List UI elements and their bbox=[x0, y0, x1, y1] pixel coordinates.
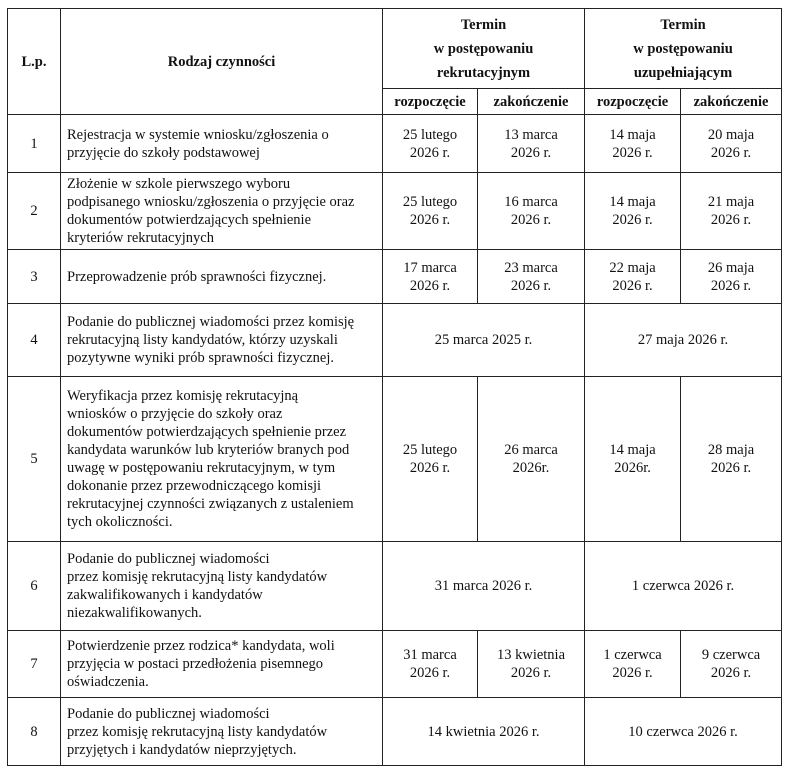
activity-cell bbox=[61, 377, 383, 542]
supplementary-start-cell bbox=[585, 377, 681, 542]
text-line: 21 maja bbox=[707, 194, 755, 210]
recruitment-date-cell: 31 marca 2026 r. bbox=[383, 542, 585, 631]
text-line: przez komisję rekrutacyjną listy kandydatów bbox=[67, 723, 328, 740]
supplementary-date-cell: 27 maja 2026 r. bbox=[585, 304, 782, 377]
text-line: 2026 r. bbox=[510, 144, 552, 161]
table-row bbox=[8, 631, 782, 698]
supplementary-end-cell bbox=[681, 250, 782, 304]
text-line: 14 maja bbox=[609, 194, 656, 210]
text-line: 2026 r. bbox=[612, 665, 653, 681]
recruitment-start-cell bbox=[383, 377, 478, 542]
activity-cell bbox=[61, 250, 383, 304]
text-line: 28 maja bbox=[707, 442, 755, 458]
header-supplementary-term bbox=[585, 9, 782, 89]
table-row bbox=[8, 250, 782, 304]
table-row bbox=[8, 542, 782, 631]
text-line: Weryfikacja przez komisję rekrutacyjną bbox=[67, 388, 299, 404]
text-line: podpisanego wniosku/zgłoszenia o przyjęcie oraz bbox=[67, 194, 355, 210]
text-line: 2026 r. bbox=[510, 212, 552, 228]
header-rec-line1: Termin bbox=[460, 16, 507, 33]
header-sup-line1: Termin bbox=[660, 16, 706, 33]
text-line: Złożenie w szkole pierwszego wyboru bbox=[67, 176, 291, 192]
header-sup-line2: w postępowaniu bbox=[633, 40, 733, 57]
header-rec-line2: w postępowaniu bbox=[433, 40, 534, 57]
supplementary-end-cell bbox=[681, 115, 782, 173]
row-number: 2 bbox=[8, 173, 61, 250]
text-line: 22 maja bbox=[609, 259, 656, 276]
header-sup-end: zakończenie bbox=[681, 89, 782, 115]
table-row bbox=[8, 173, 782, 250]
text-line: 14 maja bbox=[609, 442, 656, 458]
text-line: 20 maja bbox=[707, 126, 755, 143]
text-line: 2026 r. bbox=[409, 144, 451, 161]
text-line: 2026 r. bbox=[510, 665, 552, 681]
recruitment-end-cell bbox=[478, 631, 585, 698]
text-line: przyjęcie do szkoły podstawowej bbox=[67, 144, 260, 161]
text-line: Podanie do publicznej wiadomości bbox=[67, 705, 270, 722]
table-row bbox=[8, 377, 782, 542]
header-sup-line3: uzupełniającym bbox=[633, 64, 733, 81]
recruitment-end-cell bbox=[478, 173, 585, 250]
text-line: 2026 r. bbox=[612, 144, 653, 161]
text-line: dokumentów potwierdzających spełnienie przez bbox=[67, 424, 347, 440]
row-number: 6 bbox=[8, 542, 61, 631]
header-recruitment-term bbox=[383, 9, 585, 89]
text-line: oświadczenia. bbox=[67, 674, 149, 690]
supplementary-start-cell bbox=[585, 250, 681, 304]
supplementary-end-cell bbox=[681, 377, 782, 542]
activity-cell bbox=[61, 115, 383, 173]
supplementary-date-cell: 1 czerwca 2026 r. bbox=[585, 542, 782, 631]
text-line: rekrutacyjnej czynności związanych z ustaleniem bbox=[67, 496, 354, 512]
text-line: 16 marca bbox=[504, 194, 558, 210]
text-line: 23 marca bbox=[504, 259, 558, 276]
text-line: uwagę w postępowaniu rekrutacyjnym, w tym bbox=[67, 460, 336, 476]
text-line: kryteriów rekrutacyjnych bbox=[67, 230, 214, 246]
activity-cell bbox=[61, 542, 383, 631]
supplementary-start-cell bbox=[585, 173, 681, 250]
recruitment-start-cell bbox=[383, 115, 478, 173]
recruitment-end-cell bbox=[478, 115, 585, 173]
row-number: 7 bbox=[8, 631, 61, 698]
text-line: kandydata warunków lub kryteriów branych pod bbox=[67, 442, 350, 458]
text-line: 2026 r. bbox=[710, 277, 752, 294]
text-line: tych okoliczności. bbox=[67, 514, 173, 530]
text-line: przyjęcia w postaci przedłożenia pisemnego bbox=[67, 656, 324, 672]
header-lp: L.p. bbox=[8, 9, 61, 115]
header-rec-line3: rekrutacyjnym bbox=[436, 64, 531, 81]
text-line: 2026 r. bbox=[409, 277, 451, 294]
text-line: 2026 r. bbox=[612, 277, 653, 294]
text-line: 2026 r. bbox=[409, 460, 451, 476]
row-number: 3 bbox=[8, 250, 61, 304]
activity-cell bbox=[61, 631, 383, 698]
text-line: 26 maja bbox=[707, 259, 755, 276]
text-line: 31 marca bbox=[403, 647, 457, 663]
header-activity: Rodzaj czynności bbox=[61, 9, 383, 115]
text-line: 2026 r. bbox=[710, 144, 752, 161]
recruitment-end-cell bbox=[478, 377, 585, 542]
text-line: 26 marca bbox=[504, 442, 558, 458]
text-line: przez komisję rekrutacyjną listy kandydatów bbox=[67, 569, 328, 585]
recruitment-end-cell bbox=[478, 250, 585, 304]
recruitment-date-cell: 25 marca 2025 r. bbox=[383, 304, 585, 377]
header-rec-start: rozpoczęcie bbox=[383, 89, 478, 115]
text-line: 2026r. bbox=[614, 460, 651, 476]
text-line: 2026 r. bbox=[710, 212, 752, 228]
text-line: rekrutacyjną listy kandydatów, którzy uzyskali bbox=[67, 332, 338, 348]
recruitment-start-cell bbox=[383, 250, 478, 304]
text-line: 17 marca bbox=[403, 259, 457, 276]
text-line: 2026 r. bbox=[710, 665, 752, 681]
table-row bbox=[8, 698, 782, 766]
header-rec-end: zakończenie bbox=[478, 89, 585, 115]
text-line: niezakwalifikowanych. bbox=[67, 605, 202, 621]
supplementary-start-cell bbox=[585, 631, 681, 698]
text-line: 2026r. bbox=[512, 460, 550, 476]
text-line: 1 czerwca bbox=[603, 647, 662, 663]
row-number: 5 bbox=[8, 377, 61, 542]
activity-cell bbox=[61, 698, 383, 766]
recruitment-start-cell bbox=[383, 631, 478, 698]
table-row bbox=[8, 304, 782, 377]
text-line: 2026 r. bbox=[612, 212, 653, 228]
text-line: 2026 r. bbox=[510, 277, 552, 294]
table-body bbox=[8, 115, 782, 766]
row-number: 4 bbox=[8, 304, 61, 377]
supplementary-start-cell bbox=[585, 115, 681, 173]
text-line: Rejestracja w systemie wniosku/zgłoszenia o bbox=[67, 126, 329, 143]
text-line: Przeprowadzenie prób sprawności fizycznej. bbox=[67, 268, 327, 285]
text-line: 13 marca bbox=[504, 126, 558, 143]
schedule-table bbox=[7, 8, 782, 766]
text-line: zakwalifikowanych i kandydatów bbox=[67, 587, 263, 603]
supplementary-end-cell bbox=[681, 173, 782, 250]
text-line: Potwierdzenie przez rodzica* kandydata, woli bbox=[67, 638, 335, 654]
text-line: 2026 r. bbox=[710, 460, 752, 476]
row-number: 1 bbox=[8, 115, 61, 173]
text-line: przyjętych i kandydatów nieprzyjętych. bbox=[67, 741, 297, 758]
text-line: wniosków o przyjęcie do szkoły oraz bbox=[67, 406, 283, 422]
text-line: dokonanie przez przewodniczącego komisji bbox=[67, 478, 322, 494]
text-line: dokumentów potwierdzających spełnienie bbox=[67, 212, 312, 228]
header-sup-start: rozpoczęcie bbox=[585, 89, 681, 115]
header-row bbox=[8, 9, 782, 89]
activity-cell bbox=[61, 173, 383, 250]
text-line: 25 lutego bbox=[402, 442, 458, 458]
activity-cell bbox=[61, 304, 383, 377]
text-line: 2026 r. bbox=[409, 665, 451, 681]
text-line: 25 lutego bbox=[402, 194, 458, 210]
text-line: Podanie do publicznej wiadomości przez komisję bbox=[67, 314, 355, 330]
text-line: pozytywne wyniki prób sprawności fizycznej. bbox=[67, 350, 334, 366]
supplementary-date-cell: 10 czerwca 2026 r. bbox=[585, 698, 782, 766]
text-line: 9 czerwca bbox=[701, 647, 761, 663]
row-number: 8 bbox=[8, 698, 61, 766]
text-line: 13 kwietnia bbox=[496, 647, 566, 663]
recruitment-start-cell bbox=[383, 173, 478, 250]
text-line: 25 lutego bbox=[402, 126, 458, 143]
text-line: 2026 r. bbox=[409, 212, 451, 228]
text-line: 14 maja bbox=[609, 126, 656, 143]
recruitment-date-cell: 14 kwietnia 2026 r. bbox=[383, 698, 585, 766]
table-row bbox=[8, 115, 782, 173]
supplementary-end-cell bbox=[681, 631, 782, 698]
text-line: Podanie do publicznej wiadomości bbox=[67, 551, 270, 567]
